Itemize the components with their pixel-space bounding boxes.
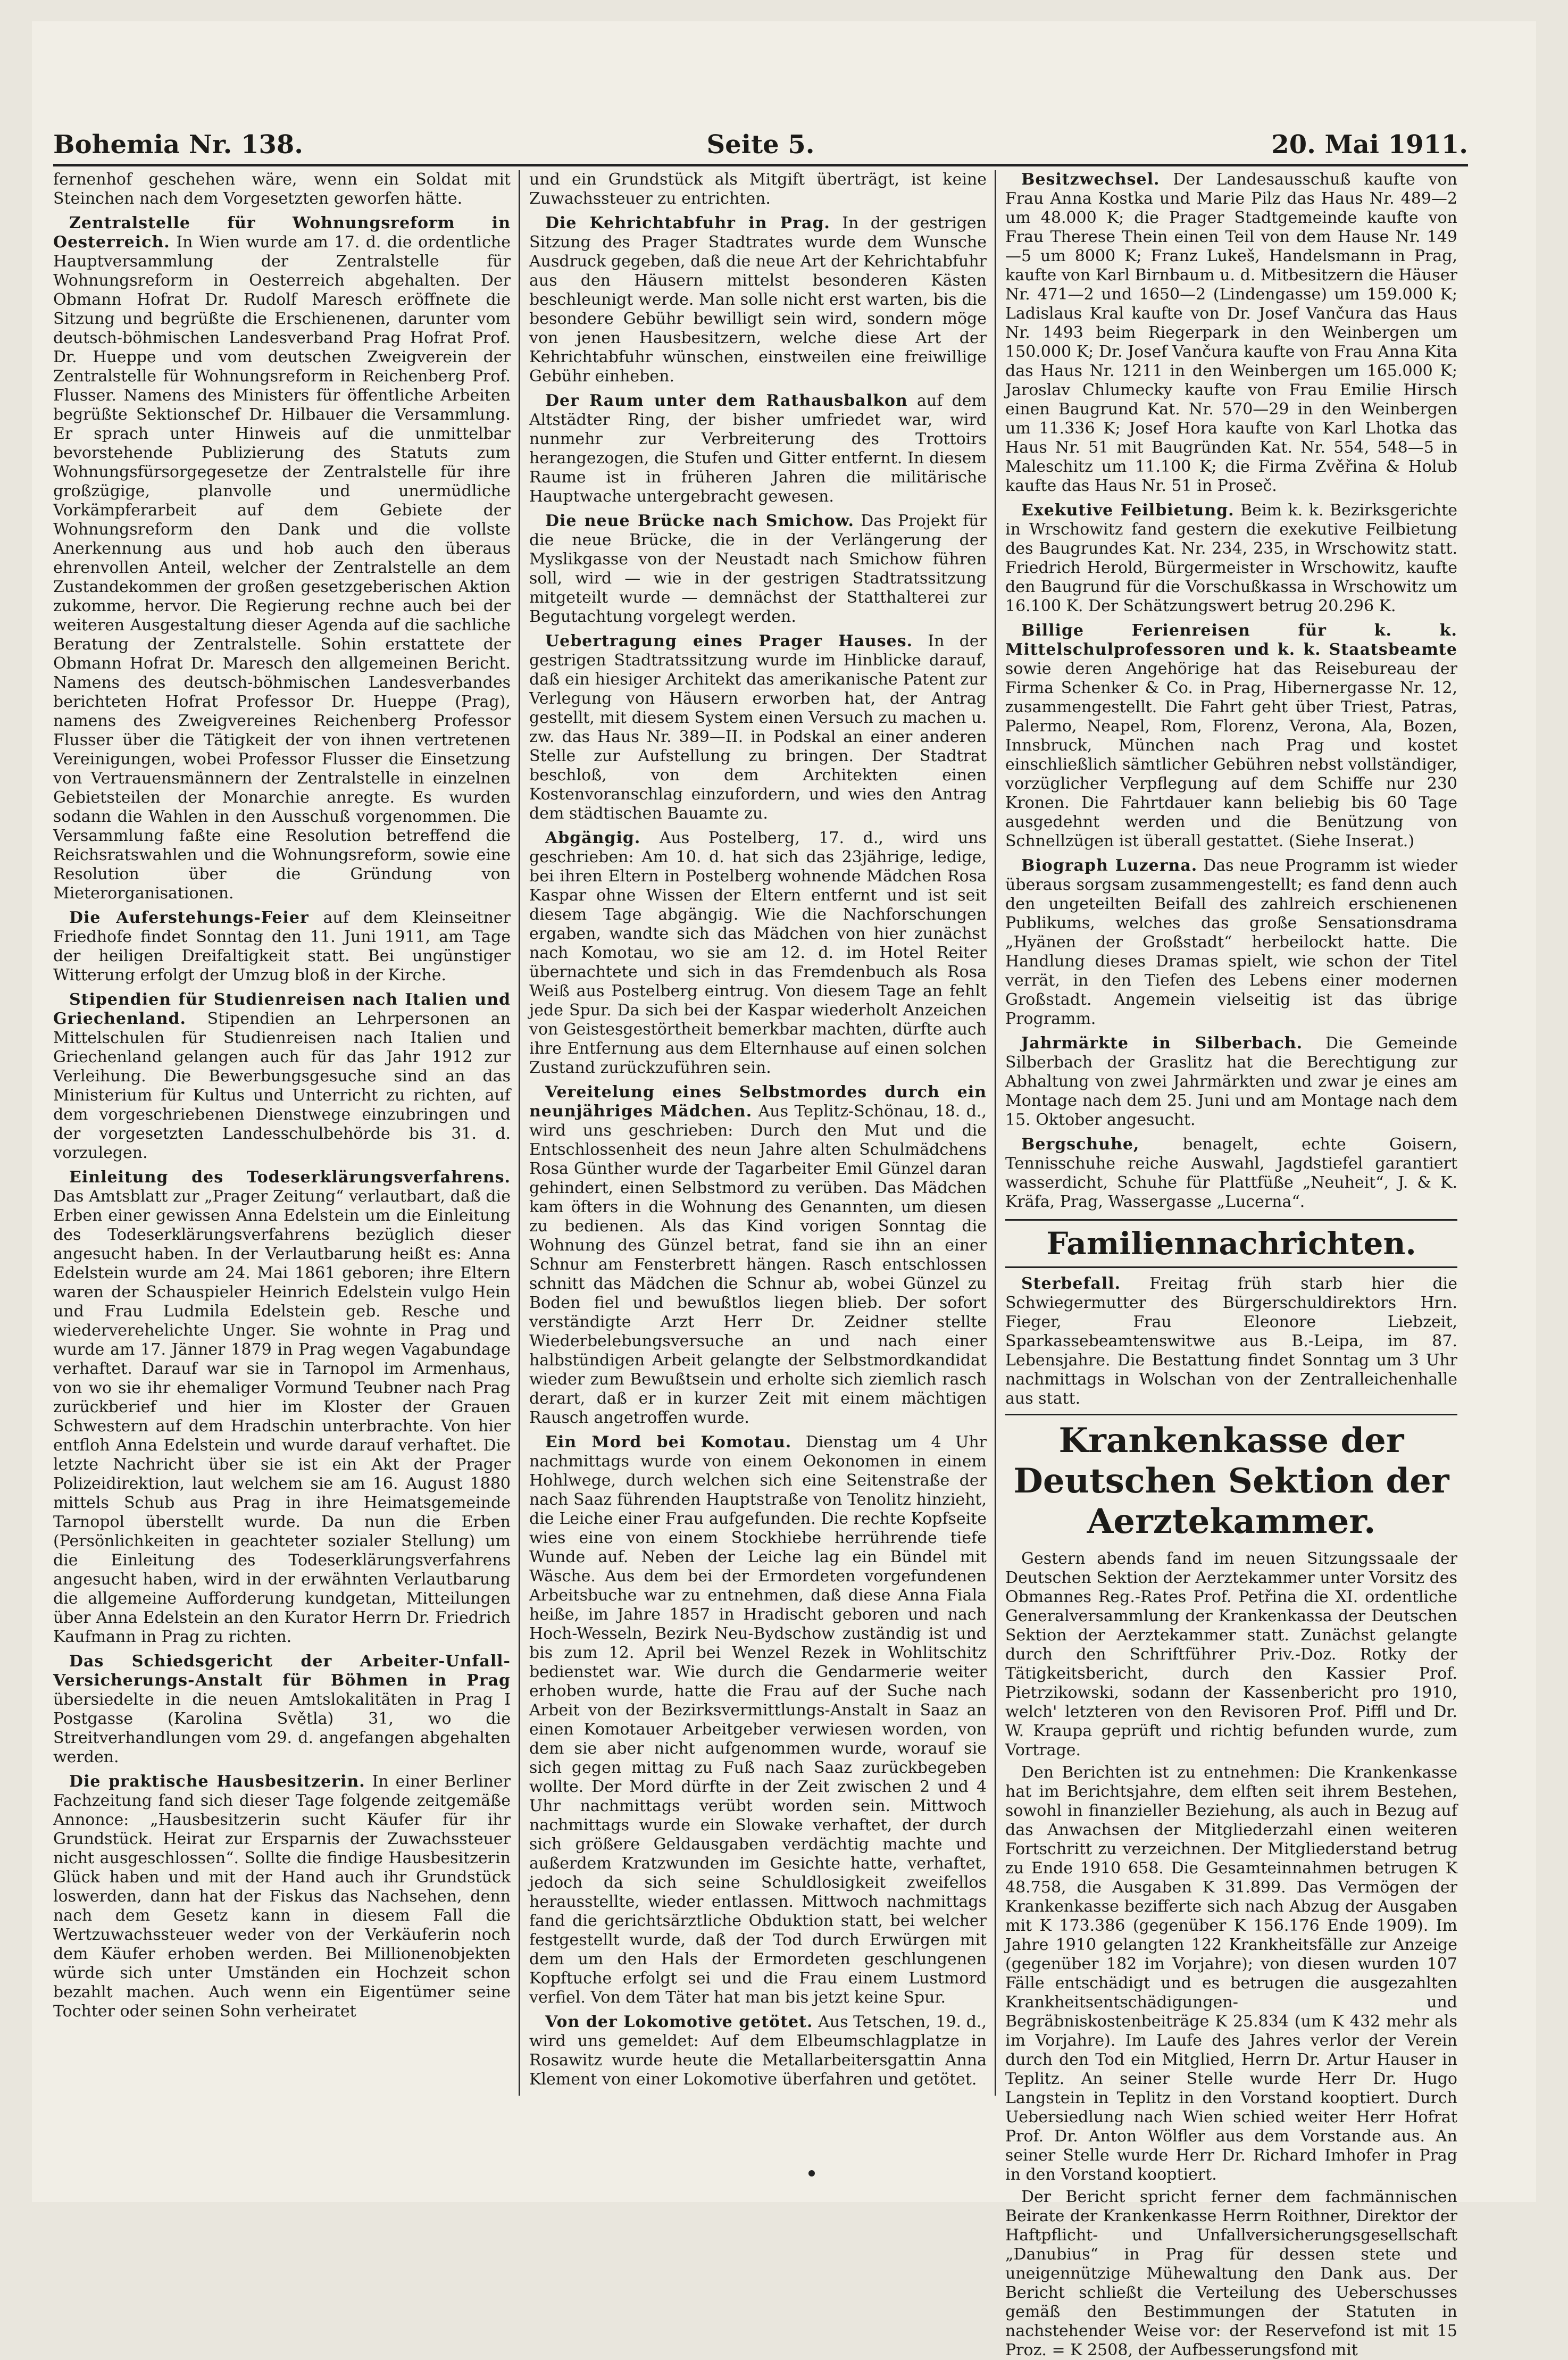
article bbox=[1005, 621, 1457, 851]
article-body: Das Projekt für die neue Brücke, die in der Verlängerung der Myslikgasse von der Neustadt nach Smichow führen soll, wird — wie in der gestrigen Stadtratssitzung mitgeteilt wurde — demnächst der Statthalterei zur Begutachtung vorgelegt werden. bbox=[529, 512, 987, 626]
article bbox=[529, 1433, 987, 2007]
article-body: Dienstag um 4 Uhr nachmittags wurde von einem Oekonomen in einem Hohlwege, durch welchen sich eine Seitenstraße der nach Saaz führenden Hauptstraße von Tenolitz hinzieht, die Leiche einer Frau aufgefunden. Die rechte Kopfseite wies eine von einem Stockhiebe herrührende tiefe Wunde auf. Neben der Leiche lag ein Bündel mit Wäsche. Aus dem bei der Ermordeten vorgefundenen Arbeitsbuche war zu entnehmen, daß diese Anna Fiala heiße, im Jahre 1857 in Hradischt geboren und nach Hoch-Wesseln, Bezirk Neu-Bydschow zuständig ist und bis zum 12. April bei Wenzel Rezek in Wohlitschitz bedienstet war. Wie durch die Gendarmerie weiter erhoben wurde, hatte die Frau auf der Suche nach Arbeit von der Bezirksvermittlungs-Anstalt in Saaz an einen Komotauer Arbeitgeber verwiesen worden, von dem sie aber nicht aufgenommen wurde, worauf sie sich gegen mittag zu Fuß nach Saaz zurückbegeben wollte. Der Mord dürfte in der Zeit zwischen 2 und 4 Uhr nachmittags verübt worden sein. Mittwoch nachmittags wurde ein Slowake verhaftet, der durch sich größere Geldausgaben verdächtig machte und außerdem Kratzwunden im Gesichte hatte, verhaftet, jedoch da sich seine Schuldlosigkeit zweifellos herausstellte, wieder entlassen. Mittwoch nachmittags fand die gerichtsärztliche Obduktion statt, bei welcher festgestellt wurde, daß der Tod durch Erwürgen mit dem um den Hals der Ermordeten geschlungenen Kopftuche erfolgt sei und die Frau einem Lustmord verfiel. Von dem Täter hat man bis jetzt keine Spur. bbox=[529, 1433, 987, 2007]
article bbox=[53, 908, 511, 985]
article bbox=[1005, 1549, 1457, 2360]
column-divider bbox=[995, 170, 996, 2096]
article bbox=[1005, 170, 1457, 496]
article-headline: Biograph Luzerna. bbox=[1021, 856, 1198, 875]
article-headline: Exekutive Feilbietung. bbox=[1021, 501, 1235, 520]
article-headline: Besitzwechsel. bbox=[1021, 170, 1160, 189]
article bbox=[529, 214, 987, 386]
article bbox=[529, 391, 987, 506]
article-body: In der gestrigen Stadtratssitzung wurde im Hinblicke darauf, daß ein hiesiger Architekt das amerikanische Patent zur Verlegung von Häusern erworben hat, der Antrag gestellt, mit diesem System einen Versuch zu machen u. zw. das Haus Nr. 389—II. in Podskal an einer anderen Stelle zur Aufstellung zu bringen. Der Stadtrat beschloß, von dem Architekten einen Kostenvoranschlag einzufordern, und wies den Antrag dem städtischen Bauamte zu. bbox=[529, 632, 987, 823]
article bbox=[1005, 1135, 1457, 1212]
article-headline: Jahrmärkte in Silberbach. bbox=[1021, 1034, 1303, 1053]
newspaper-page bbox=[32, 21, 1536, 2359]
article bbox=[1005, 856, 1457, 1029]
column-3 bbox=[1005, 170, 1457, 2359]
article bbox=[53, 990, 511, 1163]
article bbox=[53, 1652, 511, 1767]
article bbox=[529, 2013, 987, 2089]
article-headline: Sterbefall. bbox=[1021, 1274, 1121, 1293]
article-headline: Vereitelung eines Selbstmordes durch ein neunjähriges Mädchen. bbox=[529, 1083, 987, 1121]
article-body: Die Gemeinde Silberbach der Graslitz hat die Berechtigung zur Abhaltung von zwei Jahrmärkten und zwar je eines am Montage nach dem 25. Juni und am Montage nach dem 15. Oktober angesucht. bbox=[1005, 1034, 1457, 1129]
article bbox=[53, 214, 511, 903]
article-headline: Das Schiedsgericht der Arbeiter-Unfall-Versicherungs-Anstalt für Böhmen in Prag bbox=[53, 1652, 511, 1690]
header-issue: Bohemia Nr. 138. bbox=[53, 130, 303, 160]
article-body: Aus Teplitz-Schönau, 18. d., wird uns geschrieben: Durch den Mut und die Entschlossenheit des neun Jahre alten Schulmädchens Rosa Günther wurde der Tagarbeiter Emil Günzel daran gehindert, einen Selbstmord zu verüben. Das Mädchen kam öfters in die Wohnung des Genannten, um diesen zu bedienen. Als das Kind vorigen Sonntag die Wohnung des Günzel betrat, fand sie ihn an einer Schnur am Fensterbrett hängen. Rasch entschlossen schnitt das Mädchen die Schnur ab, wobei Günzel zu Boden fiel und bewußtlos liegen blieb. Der sofort verständigte Arzt Herr Dr. Zeidner stellte Wiederbelebungsversuche an und nach einer halbstündigen Arbeit gelangte der Selbstmordkandidat wieder zum Bewußtsein und erholte sich ziemlich rasch derart, daß er in kurzer Zeit mit einem mächtigen Rausch angetroffen wurde. bbox=[529, 1102, 987, 1427]
article-headline: Die Auferstehungs-Feier bbox=[69, 908, 309, 927]
column-divider bbox=[519, 170, 520, 2096]
article-headline: Ein Mord bei Komotau. bbox=[545, 1433, 792, 1452]
article bbox=[1005, 1274, 1457, 1408]
page-dot bbox=[808, 2170, 815, 2176]
article-headline: Abgängig. bbox=[545, 829, 641, 847]
article-headline: Bergschuhe, bbox=[1021, 1135, 1140, 1154]
article-body: In einer Berliner Fachzeitung fand sich dieser Tage folgende zeitgemäße Annonce: „Hausbesitzerin sucht Käufer für ihr Grundstück. Heirat zur Ersparnis der Zuwachssteuer nicht ausgeschlossen“. Sollte die findige Hausbesitzerin Glück haben und mit der Hand auch ihr Grundstück loswerden, dann hat der Fiskus das Nachsehen, denn nach dem Gesetz kann in diesem Fall die Wertzuwachssteuer weder von der Verkäuferin noch dem Käufer erhoben werden. Bei Millionenobjekten würde sich unter Umständen ein Hochzeit schon bezahlt machen. Auch wenn ein Eigentümer seine Tochter oder seinen Sohn verheiratet bbox=[53, 1772, 511, 2021]
article-body: Aus Tetschen, 19. d., wird uns gemeldet: Auf dem Elbeumschlagplatze in Rosawitz wurde heute die Metallarbeitersgattin Anna Klement von einer Lokomotive überfahren und getötet. bbox=[529, 2013, 987, 2089]
header-rule bbox=[53, 164, 1468, 166]
article-body: auf dem Altstädter Ring, der bisher umfriedet war, wird nunmehr zur Verbreiterung des Trottoirs herangezogen, die Stufen und Gitter entfernt. In diesem Raume ist in früheren Jahren die militärische Hauptwache untergebracht gewesen. bbox=[529, 391, 987, 506]
article-body: übersiedelte in die neuen Amtslokalitäten in Prag I Postgasse (Karolina Světla) 31, wo die Streitverhandlungen vom 29. d. angefangen abgehalten werden. bbox=[53, 1690, 511, 1766]
header-date: 20. Mai 1911. bbox=[1271, 130, 1468, 160]
article-headline: Billige Ferienreisen für k. k. Mittelschulprofessoren und k. k. Staatsbeamte bbox=[1005, 621, 1457, 659]
article-paragraph: Den Berichten ist zu entnehmen: Die Krankenkasse hat im Berichtsjahre, dem elften seit ihrem Bestehen, sowohl in finanzieller Beziehung, als auch in Bezug auf das Anwachsen der Mitgliederzahl einen weiteren Fortschritt zu verzeichnen. Der Mitgliederstand betrug zu Ende 1910 658. Die Gesamteinnahmen betrugen K 48.758, die Ausgaben K 31.899. Das Vermögen der Krankenkasse bezifferte sich nach Abzug der Ausgaben mit K 173.386 (gegenüber K 156.176 Ende 1909). Im Jahre 1910 gelangten 122 Krankheitsfälle zur Anzeige (gegenüber 182 im Vorjahre); von diesen wurden 107 Fälle entschädigt und es betrugen die ausgezahlten Krankheitsentschädigungen- und Begräbniskostenbeiträge K 25.834 (um K 432 mehr als im Vorjahre). Im Laufe des Jahres verlor der Verein durch den Tod ein Mitglied, Herrn Dr. Artur Hauser in Teplitz. An seiner Stelle wurde Herr Dr. Hugo Langstein in Teplitz in den Vorstand kooptiert. Durch Uebersiedlung nach Wien schied weiter Herr Hofrat Prof. Dr. Anton Wölfler aus dem Vorstande aus. An seiner Stelle wurde Herr Dr. Richard Imhofer in Prag in den Vorstand kooptiert. bbox=[1005, 1763, 1457, 2184]
column-2 bbox=[529, 170, 987, 2096]
article-headline: Uebertragung eines Prager Hauses. bbox=[545, 632, 913, 651]
article bbox=[53, 1772, 511, 2021]
column-3-articles bbox=[1005, 170, 1457, 1212]
page-header bbox=[53, 112, 1468, 160]
article bbox=[529, 1083, 987, 1428]
article bbox=[529, 829, 987, 1078]
article-paragraph: Gestern abends fand im neuen Sitzungssaale der Deutschen Sektion der Aerztekammer unter Vorsitz des Obmannes Reg.-Rates Prof. Petřina die XI. ordentliche Generalversammlung der Krankenkassa der Deutschen Sektion der Aerztekammer statt. Zunächst gelangte durch den Schriftführer Priv.-Doz. Rotky der Tätigkeitsbericht, durch den Kassier Prof. Pietrzikowski, sodann der Kassenbericht pro 1910, welch' letzteren von den Revisoren Prof. Piffl und Dr. W. Kraupa geprüft und richtig befunden wurde, zum Vortrage. bbox=[1005, 1549, 1457, 1759]
article bbox=[529, 512, 987, 627]
article bbox=[53, 1168, 511, 1647]
article-body: Der Landesausschuß kaufte von Frau Anna Kostka und Marie Pilz das Haus Nr. 489—2 um 48.000 K; die Prager Stadtgemeinde kaufte von Frau Therese Thein einen Teil von dem Hause Nr. 149—5 um 8000 K; Franz Lukeš, Handelsmann in Prag, kaufte von Karl Birnbaum u. d. Mitbesitzern die Häuser Nr. 471—2 und 1650—2 (Lindengasse) um 159.000 K; Ladislaus Kral kaufte von Dr. Josef Vančura das Haus Nr. 1493 beim Riegerpark in den Weinbergen um 150.000 K; Dr. Josef Vančura kaufte von Frau Anna Kita das Haus Nr. 1211 in den Weinbergen um 165.000 K; Jaroslav Chlumecky kaufte von Frau Emilie Hirsch einen Baugrund Kat. Nr. 570—29 in den Weinbergen um 11.336 K; Josef Hora kaufte von Karl Lhotka das Haus Nr. 51 mit Baugründen Kat. Nr. 554, 548—5 in Maleschitz um 11.100 K; die Firma Zvěřina & Holub kaufte das Haus Nr. 51 in Proseč. bbox=[1005, 170, 1457, 495]
article-headline: Stipendien für Studienreisen nach Italien und Griechenland. bbox=[53, 990, 511, 1028]
article-body: Aus Postelberg, 17. d., wird uns geschrieben: Am 10. d. hat sich das 23jährige, ledige, bei ihren Eltern in Postelberg wohnende Mädchen Rosa Kaspar ohne Wissen der Eltern entfernt und ist seit diesem Tage abgängig. Wie die Nachforschungen ergaben, wandte sich das Mädchen von hier zunächst nach Komotau, wo sie am 12. d. im Hotel Reiter übernachtete und sich in das Fremdenbuch als Rosa Weiß aus Postelberg eintrug. Von diesem Tage an fehlt jede Spur. Da sich bei der Kaspar wiederholt Anzeichen von Geistesgestörtheit bemerkbar machten, dürfte auch ihre Entfernung aus dem Elternhause auf einen solchen Zustand zurückzuführen sein. bbox=[529, 829, 987, 1077]
article-body: benagelt, echte Goisern, Tennisschuhe reiche Auswahl, Jagdstiefel garantiert wasserdicht, Schuhe für Plattfüße „Neuheit“, J. & K. Kräfa, Prag, Wassergasse „Lucerna“. bbox=[1005, 1135, 1457, 1211]
article-body: Das Amtsblatt zur „Prager Zeitung“ verlautbart, daß die Erben einer gewissen Anna Edelstein um die Einleitung des Todeserklärungsverfahrens bezüglich dieser angesucht haben. In der Verlautbarung heißt es: Anna Edelstein wurde am 24. Mai 1861 geboren; ihre Eltern waren der Schauspieler Heinrich Edelstein vulgo Hein und Frau Ludmila Edelstein geb. Resche und wiederverehelichte Unger. Sie wohnte in Prag und wurde am 17. Jänner 1879 in Prag wegen Vagabundage verhaftet. Darauf war sie in Tarnopol im Armenhaus, von wo sie ihr ehemaliger Vormund Teubner nach Prag zurückberief und hier im Kloster der Grauen Schwestern auf dem Hradschin unterbrachte. Von hier entfloh Anna Edelstein und wurde darauf verhaftet. Die letzte Nachricht über sie ist ein Akt der Prager Polizeidirektion, laut welchem sie am 16. August 1880 mittels Schub aus Prag in ihre Heimatsgemeinde Tarnopol überstellt wurde. Da nun die Erben (Persönlichkeiten in geachteter sozialer Stellung) um die Einleitung des Todeserklärungsverfahrens angesucht haben, wird in der erwähnten Verlautbarung die allgemeine Aufforderung kundgetan, Mitteilungen über Anna Edelstein an den Kurator Herrn Dr. Friedrich Kaufmann in Prag zu richten. bbox=[53, 1187, 511, 1646]
article-body: Stipendien an Lehrpersonen an Mittelschulen für Studienreisen nach Italien und Griechenland gelangen auch für das Jahr 1912 zur Verleihung. Die Bewerbungsgesuche sind an das Ministerium für Kultus und Unterricht zu richten, auf dem vorgeschriebenen Dienstwege einzubringen und der vorgesetzten Landesschulbehörde bis 31. d. vorzulegen. bbox=[53, 1010, 511, 1162]
article-body: Beim k. k. Bezirksgerichte in Wrschowitz fand gestern die exekutive Feilbietung des Baugrundes Kat. Nr. 234, 235, in Wrschowitz statt. Friedrich Herold, Bürgermeister in Wrschowitz, kaufte den Baugrund für die Vorschußkassa in Wrschowitz um 16.100 K. Der Schätzungswert betrug 20.296 K. bbox=[1005, 501, 1457, 615]
article bbox=[529, 170, 987, 209]
family-news-title: Familiennachrichten. bbox=[1005, 1219, 1457, 1268]
header-page-number: Seite 5. bbox=[706, 130, 815, 160]
article bbox=[529, 632, 987, 823]
article-body: fernenhof geschehen wäre, wenn ein Soldat mit Steinchen nach dem Vorgesetzten geworfen hätte. bbox=[53, 170, 511, 208]
article-body: sowie deren Angehörige hat das Reisebureau der Firma Schenker & Co. in Prag, Hibernergasse Nr. 12, zusammengestellt. Die Fahrt geht über Triest, Patras, Palermo, Neapel, Rom, Florenz, Verona, Ala, Bozen, Innsbruck, München nach Prag und kostet einschließlich sämtlicher Gebühren nebst vollständiger, vorzüglicher Verpflegung auf dem Schiffe nur 230 Kronen. Die Fahrtdauer kann beliebig bis 60 Tage ausgedehnt werden und die Benützung von Schnellzügen ist überall gestattet. (Siehe Inserat.) bbox=[1005, 660, 1457, 850]
article-headline: Die praktische Hausbesitzerin. bbox=[69, 1772, 365, 1791]
article-headline: Zentralstelle für Wohnungsreform in Oesterreich. bbox=[53, 214, 511, 252]
article-headline: Einleitung des Todeserklärungsverfahrens. bbox=[69, 1168, 511, 1187]
article-headline: Von der Lokomotive getötet. bbox=[545, 2013, 813, 2031]
article bbox=[1005, 501, 1457, 616]
article-body: Freitag früh starb hier die Schwiegermutter des Bürgerschuldirektors Hrn. Fieger, Frau Eleonore Liebzeit, Sparkassebeamtenswitwe aus B.-Leipa, im 87. Lebensjahre. Die Bestattung findet Sonntag um 3 Uhr nachmittags in Wolschan von der Zentralleichenhalle aus statt. bbox=[1005, 1274, 1457, 1408]
article-body: und ein Grundstück als Mitgift überträgt, ist keine Zuwachssteuer zu entrichten. bbox=[529, 170, 987, 208]
column-1 bbox=[53, 170, 511, 2096]
article-body: In Wien wurde am 17. d. die ordentliche Hauptversammlung der Zentralstelle für Wohnungsreform in Oesterreich abgehalten. Der Obmann Hofrat Dr. Rudolf Maresch eröffnete die Sitzung und begrüßte die Erschienenen, darunter vom deutsch-böhmischen Landesverband Prag Hofrat Prof. Dr. Hueppe und vom deutschen Zweigverein der Zentralstelle für Wohnungsreform in Reichenberg Prof. Flusser. Namens des Ministers für öffentliche Arbeiten begrüßte Sektionschef Dr. Hilbauer die Versammlung. Er sprach unter Hinweis auf die unmittelbar bevorstehende Publizierung des Statuts zum Wohnungsfürsorgegesetze der Zentralstelle für ihre großzügige, planvolle und unermüdliche Vorkämpferarbeit auf dem Gebiete der Wohnungsreform den Dank und die vollste Anerkennung aus und hob auch den überaus ehrenvollen Anteil, welcher der Zentralstelle an dem Zustandekommen der großen gesetzgeberischen Aktion zukomme, hervor. Die Regierung rechne auch bei der weiteren Ausgestaltung dieser Agenda auf die sachliche Beratung der Zentralstelle. Sohin erstattete der Obmann Hofrat Dr. Maresch den allgemeinen Bericht. Namens des deutsch-böhmischen Landesverbandes berichteten Hofrat Professor Dr. Hueppe (Prag), namens des Zweigvereines Reichenberg Professor Flusser über die Tätigkeit der von ihnen vertretenen Vereinigungen, wobei Professor Flusser die Einsetzung von Vertrauensmännern der Zentralstelle in einzelnen Gebietsteilen der Monarchie anregte. Es wurden sodann die Wahlen in den Ausschuß vorgenommen. Die Versammlung faßte eine Resolution betreffend die Reichsratswahlen und die Wohnungsreform, sowie eine Resolution über die Gründung von Mieterorganisationen. bbox=[53, 233, 511, 903]
article-body: Das neue Programm ist wieder überaus sorgsam zusammengestellt; es fand denn auch den ungeteilten Beifall des zahlreich erschienenen Publikums, welches das große Sensationsdrama „Hyänen der Großstadt“ herbeilockt hatte. Die Handlung dieses Dramas spielt, wie schon der Titel verrät, in den Tiefen des Lebens einer modernen Großstadt. Angemein vielseitig ist das übrige Programm. bbox=[1005, 856, 1457, 1028]
article-headline: Der Raum unter dem Rathausbalkon bbox=[545, 391, 908, 410]
article-body: In der gestrigen Sitzung des Prager Stadtrates wurde dem Wunsche Ausdruck gegeben, daß die neue Art der Kehrichtabfuhr aus den Häusern mittelst besonderen Kästen beschleunigt werde. Man solle nicht erst warten, bis die besondere Gebühr bewilligt sein wird, sondern möge von jenen Hausbesitzern, welche diese Art der Kehrichtabfuhr wünschen, einstweilen eine freiwillige Gebühr einheben. bbox=[529, 214, 987, 386]
article bbox=[53, 170, 511, 209]
article-paragraph: Der Bericht spricht ferner dem fachmännischen Beirate der Krankenkasse Herrn Roithner, Direktor der Haftpflicht- und Unfallversicherungsgesellschaft „Danubius“ in Prag für dessen stete und uneigennützige Mühewaltung den Dank aus. Der Bericht schließt die Verteilung des Ueberschusses gemäß den Bestimmungen der Statuten in nachstehender Weise vor: der Reservefond ist mit 15 Proz. = K 2508, der Aufbesserungsfond mit bbox=[1005, 2188, 1457, 2359]
article-headline: Die Kehrichtabfuhr in Prag. bbox=[545, 214, 830, 232]
article bbox=[1005, 1034, 1457, 1130]
article-body: auf dem Kleinseitner Friedhofe findet Sonntag den 11. Juni 1911, am Tage der heiligen Dreifaltigkeit statt. Bei ungünstiger Witterung erfolgt der Umzug bloß in der Kirche. bbox=[53, 908, 511, 985]
article-headline: Die neue Brücke nach Smichow. bbox=[545, 512, 854, 530]
kasse-title: Krankenkasse der Deutschen Sektion der Aerztekammer. bbox=[1005, 1414, 1457, 1542]
